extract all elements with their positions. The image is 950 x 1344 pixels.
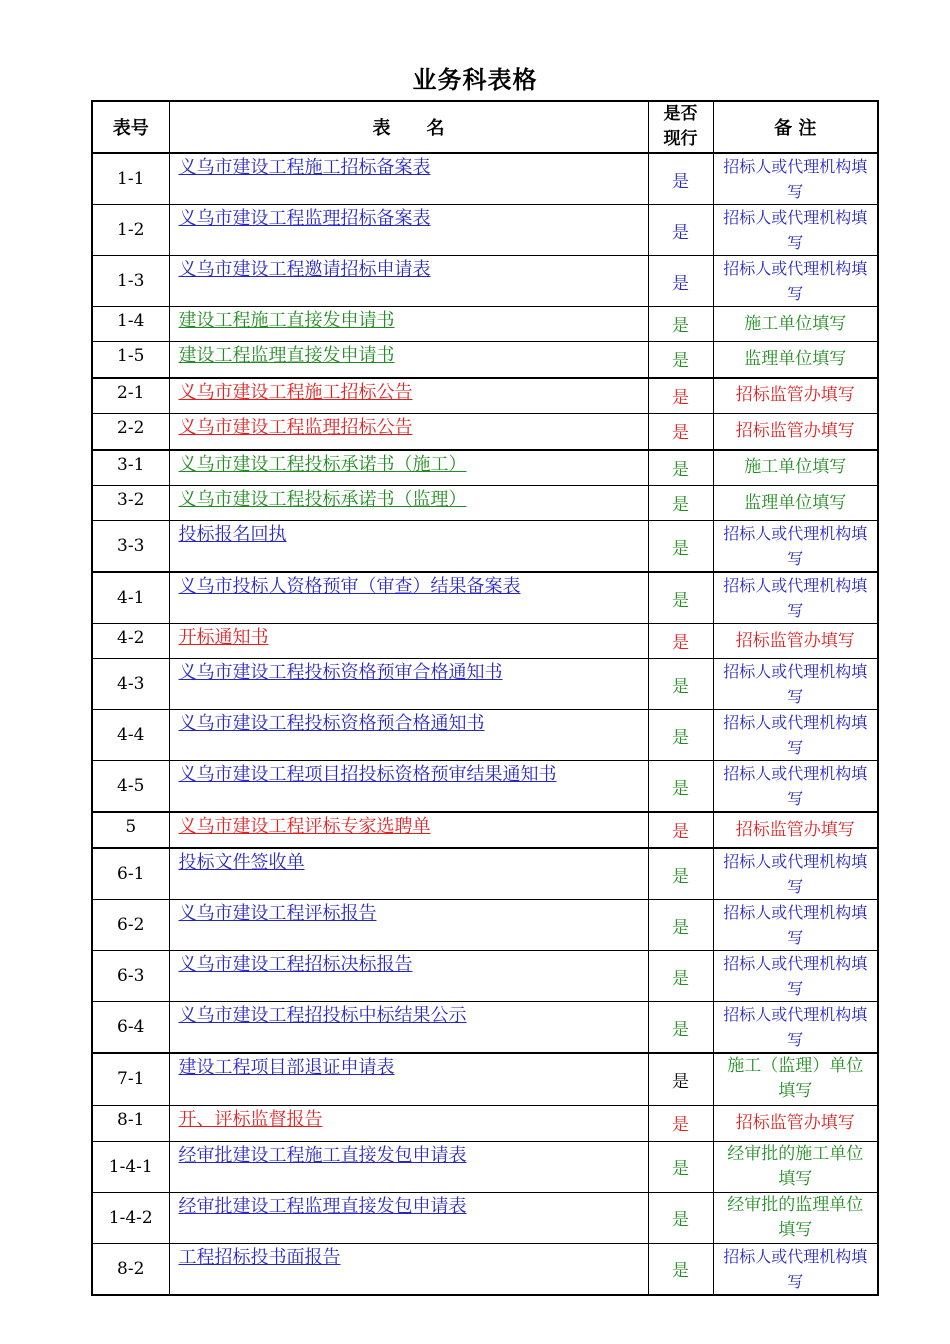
form-link[interactable]: 经审批建设工程监理直接发包申请表	[178, 1195, 467, 1217]
row-name-cell	[169, 1192, 648, 1243]
row-current: 是	[648, 848, 713, 900]
row-note: 施工（监理）单位填写	[713, 1053, 878, 1105]
row-code: 4-4	[92, 710, 169, 761]
row-code: 6-4	[92, 1002, 169, 1054]
row-current: 是	[648, 521, 713, 573]
form-link[interactable]: 建设工程项目部退证申请表	[178, 1057, 395, 1078]
form-link[interactable]: 义乌市建设工程评标专家选聘单	[178, 816, 431, 837]
row-code: 1-5	[92, 342, 169, 378]
row-current: 是	[648, 1192, 713, 1243]
form-link[interactable]: 义乌市投标人资格预审（审查）结果备案表	[178, 576, 521, 597]
row-name-cell	[169, 812, 648, 848]
form-link[interactable]: 义乌市建设工程监理招标公告	[178, 417, 413, 438]
row-code: 8-2	[92, 1243, 169, 1295]
row-current: 是	[648, 450, 713, 486]
form-link[interactable]: 义乌市建设工程投标承诺书（施工）	[178, 453, 467, 475]
row-code: 3-3	[92, 521, 169, 573]
row-name-cell	[169, 1141, 648, 1192]
table-row	[92, 710, 878, 761]
table-row	[92, 659, 878, 710]
table-row	[92, 521, 878, 573]
row-note: 施工单位填写	[713, 307, 878, 342]
table-row	[92, 624, 878, 659]
table-row	[92, 1105, 878, 1141]
form-link[interactable]: 开、评标监督报告	[178, 1108, 323, 1130]
form-link[interactable]: 义乌市建设工程施工招标公告	[178, 381, 413, 403]
row-current: 是	[648, 153, 713, 205]
row-code: 6-2	[92, 900, 169, 951]
form-link[interactable]: 建设工程监理直接发申请书	[178, 345, 395, 366]
form-link[interactable]: 义乌市建设工程监理招标备案表	[178, 208, 431, 229]
row-code: 2-1	[92, 378, 169, 414]
table-row	[92, 848, 878, 900]
row-code: 1-2	[92, 205, 169, 256]
page-title: 业务科表格	[412, 66, 538, 94]
table-row	[92, 1192, 878, 1243]
row-current: 是	[648, 205, 713, 256]
form-link[interactable]: 工程招标投书面报告	[178, 1246, 341, 1268]
row-current: 是	[648, 486, 713, 521]
form-link[interactable]: 建设工程施工直接发申请书	[178, 310, 395, 331]
row-current: 是	[648, 1243, 713, 1295]
form-link[interactable]: 义乌市建设工程投标资格预合格通知书	[178, 713, 485, 734]
row-code: 3-2	[92, 486, 169, 521]
row-note: 招标人或代理机构填写	[713, 1002, 878, 1054]
table-row	[92, 342, 878, 378]
row-code: 4-1	[92, 572, 169, 624]
row-current: 是	[648, 342, 713, 378]
row-name-cell	[169, 378, 648, 414]
row-code: 6-3	[92, 951, 169, 1002]
table-row	[92, 414, 878, 450]
row-note: 招标人或代理机构填写	[713, 572, 878, 624]
row-note: 招标监管办填写	[713, 378, 878, 414]
row-current: 是	[648, 659, 713, 710]
table-row	[92, 256, 878, 307]
form-link[interactable]: 投标报名回执	[178, 524, 287, 545]
table-row	[92, 378, 878, 414]
table-row	[92, 153, 878, 205]
row-name-cell	[169, 450, 648, 486]
row-note: 招标监管办填写	[713, 812, 878, 848]
row-name-cell	[169, 486, 648, 521]
table-row	[92, 1243, 878, 1295]
row-name-cell	[169, 624, 648, 659]
row-note: 招标人或代理机构填写	[713, 951, 878, 1002]
row-name-cell	[169, 572, 648, 624]
row-note: 招标监管办填写	[713, 1105, 878, 1141]
row-current: 是	[648, 951, 713, 1002]
header-row	[92, 101, 878, 153]
table-row	[92, 1002, 878, 1054]
row-current: 是	[648, 378, 713, 414]
row-note: 招标人或代理机构填写	[713, 153, 878, 205]
row-note: 经审批的施工单位填写	[713, 1141, 878, 1192]
row-note: 招标人或代理机构填写	[713, 1243, 878, 1295]
row-name-cell	[169, 1053, 648, 1105]
row-name-cell	[169, 1105, 648, 1141]
table-row	[92, 900, 878, 951]
row-current: 是	[648, 812, 713, 848]
row-note: 招标人或代理机构填写	[713, 205, 878, 256]
form-link[interactable]: 义乌市建设工程邀请招标申请表	[178, 259, 431, 280]
table-row	[92, 1053, 878, 1105]
row-name-cell	[169, 710, 648, 761]
row-name-cell	[169, 521, 648, 573]
table-row	[92, 486, 878, 521]
row-code: 1-3	[92, 256, 169, 307]
form-link[interactable]: 义乌市建设工程投标资格预审合格通知书	[178, 662, 503, 683]
row-note: 施工单位填写	[713, 450, 878, 486]
row-note: 招标人或代理机构填写	[713, 710, 878, 761]
header-note: 备 注	[713, 101, 878, 153]
row-current: 是	[648, 1053, 713, 1105]
form-link[interactable]: 义乌市建设工程评标报告	[178, 903, 377, 924]
form-link[interactable]: 义乌市建设工程施工招标备案表	[178, 157, 431, 178]
row-code: 6-1	[92, 848, 169, 900]
row-name-cell	[169, 848, 648, 900]
row-code: 2-2	[92, 414, 169, 450]
row-note: 招标人或代理机构填写	[713, 900, 878, 951]
row-name-cell	[169, 307, 648, 342]
row-code: 4-3	[92, 659, 169, 710]
row-name-cell	[169, 414, 648, 450]
form-link[interactable]: 义乌市建设工程招标决标报告	[178, 954, 413, 975]
row-current: 是	[648, 900, 713, 951]
row-current: 是	[648, 307, 713, 342]
forms-table	[91, 100, 879, 1296]
row-code: 5	[92, 812, 169, 848]
row-note: 招标人或代理机构填写	[713, 521, 878, 573]
row-current: 是	[648, 1105, 713, 1141]
row-note: 监理单位填写	[713, 342, 878, 378]
row-name-cell	[169, 153, 648, 205]
header-name: 表 名	[169, 101, 648, 153]
row-code: 4-5	[92, 761, 169, 813]
row-code: 1-4-1	[92, 1141, 169, 1192]
row-name-cell	[169, 951, 648, 1002]
row-name-cell	[169, 761, 648, 813]
row-name-cell	[169, 342, 648, 378]
row-note: 招标人或代理机构填写	[713, 848, 878, 900]
row-name-cell	[169, 1243, 648, 1295]
row-current: 是	[648, 572, 713, 624]
row-current: 是	[648, 761, 713, 813]
row-note: 招标人或代理机构填写	[713, 256, 878, 307]
form-link[interactable]: 义乌市建设工程投标承诺书（监理）	[178, 489, 467, 510]
row-current: 是	[648, 624, 713, 659]
row-current: 是	[648, 256, 713, 307]
table-row	[92, 450, 878, 486]
row-name-cell	[169, 256, 648, 307]
row-name-cell	[169, 205, 648, 256]
table-row	[92, 951, 878, 1002]
header-current: 是否现行	[648, 101, 713, 153]
row-code: 3-1	[92, 450, 169, 486]
row-note: 招标监管办填写	[713, 624, 878, 659]
form-link[interactable]: 义乌市建设工程项目招投标资格预审结果通知书	[178, 764, 557, 785]
row-code: 8-1	[92, 1105, 169, 1141]
row-name-cell	[169, 1002, 648, 1054]
row-current: 是	[648, 1002, 713, 1054]
row-note: 招标人或代理机构填写	[713, 761, 878, 813]
row-code: 1-4	[92, 307, 169, 342]
row-note: 监理单位填写	[713, 486, 878, 521]
table-row	[92, 572, 878, 624]
form-link[interactable]: 经审批建设工程施工直接发包申请表	[178, 1144, 467, 1166]
table-row	[92, 1141, 878, 1192]
row-note: 招标人或代理机构填写	[713, 659, 878, 710]
row-current: 是	[648, 710, 713, 761]
table-row	[92, 761, 878, 813]
form-link[interactable]: 开标通知书	[178, 627, 269, 648]
row-note: 招标监管办填写	[713, 414, 878, 450]
row-current: 是	[648, 1141, 713, 1192]
row-code: 4-2	[92, 624, 169, 659]
row-code: 7-1	[92, 1053, 169, 1105]
row-note: 经审批的监理单位填写	[713, 1192, 878, 1243]
row-code: 1-4-2	[92, 1192, 169, 1243]
form-link[interactable]: 投标文件签收单	[178, 852, 305, 873]
row-code: 1-1	[92, 153, 169, 205]
table-row	[92, 307, 878, 342]
row-name-cell	[169, 900, 648, 951]
row-name-cell	[169, 659, 648, 710]
table-row	[92, 812, 878, 848]
header-code: 表号	[92, 101, 169, 153]
row-current: 是	[648, 414, 713, 450]
form-link[interactable]: 义乌市建设工程招投标中标结果公示	[178, 1005, 467, 1026]
table-row	[92, 205, 878, 256]
